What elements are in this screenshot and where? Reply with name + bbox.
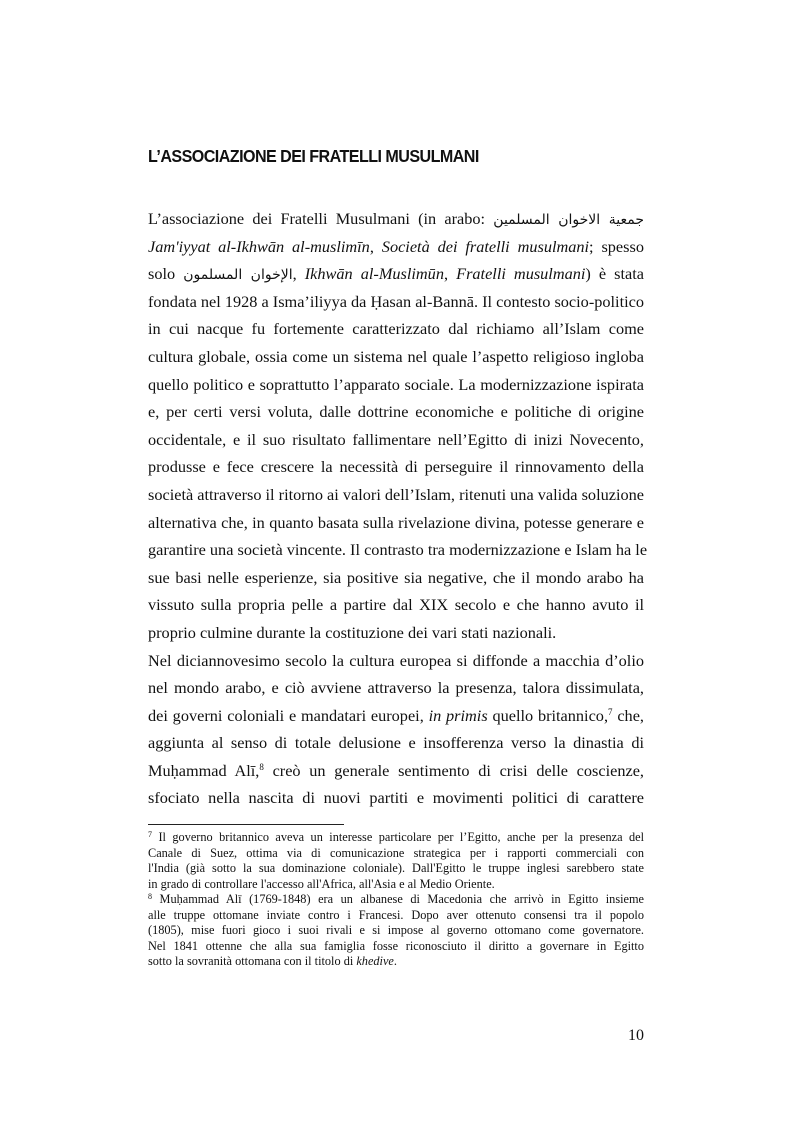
footnotes — [148, 830, 644, 970]
text-line: produsse e fece crescere la necessità di perseguire il rinnovamento della — [148, 457, 644, 477]
footnote-number: 7 — [148, 830, 152, 839]
text-line: quello politico e soprattutto l’apparato sociale. La modernizzazione ispirata — [148, 374, 644, 394]
text-line: Jam'iyyat al-Ikhwān al-muslimīn, Società dei fratelli musulmani; spesso — [148, 236, 644, 256]
footnote-number: 8 — [148, 892, 152, 901]
text-line: fondata nel 1928 a Isma’iliyya da Ḥasan al-Bannā. Il contesto socio-politico — [148, 291, 644, 311]
text-line: in cui nacque fu fortemente caratterizzato dal richiamo all’Islam come — [148, 319, 644, 339]
footnote-separator — [148, 824, 344, 825]
footnote-ref-7[interactable]: 7 — [608, 706, 613, 717]
footnote-line: Nel 1841 ottenne che alla sua famiglia fosse riconosciuto il diritto a governare in Egitto — [148, 938, 644, 953]
text-line: occidentale, e il suo risultato fallimentare nell’Egitto di inizi Novecento, — [148, 429, 644, 449]
text-line: cultura globale, ossia come un sistema nel quale l’aspetto religioso ingloba — [148, 346, 644, 366]
footnote-line: $^7$ Il governo britannico aveva un interesse particolare per l’Egitto, anche per la presenza del — [148, 830, 645, 844]
text-line: garantire una società vincente. Il contrasto tra modernizzazione e Islam ha le — [148, 540, 648, 560]
footnote-line: l'India (già sotto la sua dominazione coloniale). Dall'Egitto le truppe inglesi sarebbero state — [148, 861, 644, 875]
section-heading: L’ASSOCIAZIONE DEI FRATELLI MUSULMANI — [148, 146, 479, 166]
text-line: solo الإخوان المسلمون, Ikhwān al-Muslimūn, Fratelli musulmani) è stata — [148, 264, 645, 284]
footnote-line: alle truppe ottomane inviate contro i Francesi. Dopo aver ottenuto consensi tra il popolo — [148, 907, 644, 922]
page-number: 10 — [628, 1027, 644, 1044]
text-line: nel mondo arabo, e ciò avviene attraverso la presenza, talora dissimulata, — [148, 678, 644, 698]
footnote-line: (1805), mise fuori gioco i suoi rivali e si impose al governo ottomano come governatore. — [148, 923, 644, 937]
body-text — [148, 205, 648, 812]
text-line: aggiunta al senso di totale delusione e insofferenza verso la dinastia di — [148, 733, 644, 753]
paragraph-1 — [148, 205, 648, 647]
footnote-8 — [148, 892, 644, 970]
paragraph-2 — [148, 647, 644, 813]
text-line: vissuto sulla propria pelle a partire dal XIX secolo e che hanno avuto il — [148, 595, 644, 615]
arabic-text: جمعية الاخوان المسلمين — [493, 212, 644, 228]
footnote-line: in grado di controllare l'accesso all'Africa, all'Asia e al Medio Oriente. — [148, 876, 495, 891]
footnote-ref-8[interactable]: 8 — [259, 761, 264, 772]
text-line: L’associazione dei Fratelli Musulmani (in arabo: جمعية الاخوان المسلمين — [148, 209, 644, 228]
text-line: Muḥammad Alī,$^8$ creò un generale sentimento di crisi delle coscienze, — [148, 760, 644, 780]
text-line: Nel diciannovesimo secolo la cultura europea si diffonde a macchia d’olio — [148, 650, 644, 670]
text-line: dei governi coloniali e mandatari europei, in primis quello britannico,$^7$ che, — [148, 705, 644, 725]
text-line: sfociato nella nascita di nuovi partiti e movimenti politici di carattere — [148, 788, 644, 808]
footnote-line: Canale di Suez, ottima via di comunicazione strategica per i rapporti commerciali con — [148, 845, 644, 860]
arabic-text: الإخوان المسلمون — [183, 267, 293, 284]
text-line: proprio culmine durante la costituzione dei vari stati nazionali. — [148, 622, 557, 642]
footnote-7 — [148, 830, 644, 892]
footnote-line: $^8$ Muḥammad Alī (1769-1848) era un albanese di Macedonia che arrivò in Egitto insieme — [148, 892, 645, 906]
text-line: e, per certi versi voluta, dalle dottrine economiche e politiche di origine — [148, 402, 644, 422]
text-line: sue basi nelle esperienze, sia positive sia negative, che il mondo arabo ha — [148, 567, 644, 587]
text-line: alternativa che, in quanto basata sulla rivelazione divina, potesse generare e — [148, 512, 644, 532]
footnote-line: sotto la sovranità ottomana con il titolo di khedive. — [148, 954, 397, 968]
text-line: società attraverso il ritorno ai valori dell’Islam, ritenuti una valida soluzione — [148, 484, 644, 504]
document-page — [148, 0, 648, 1123]
